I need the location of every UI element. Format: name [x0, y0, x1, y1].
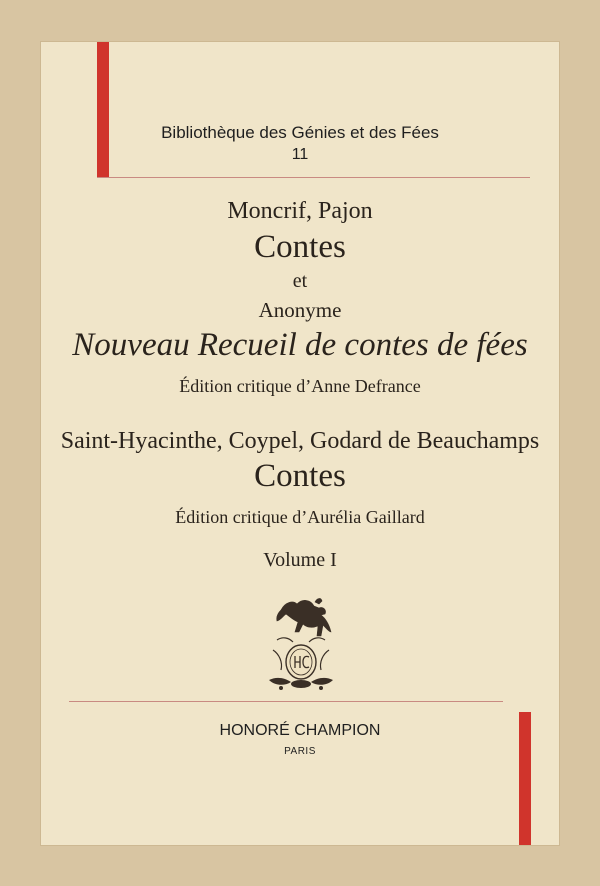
title-first-work: Contes [254, 229, 346, 265]
connector-text: et [292, 270, 308, 292]
horse-emblem-hc-icon [259, 592, 343, 692]
authors-third-work: Saint-Hyacinthe, Coypel, Godard de Beauchamps [60, 428, 540, 454]
title-third-work: Contes [254, 458, 346, 494]
edition-credit-third-work: Édition critique d’Aurélia Gaillard [175, 507, 425, 527]
series-number: 11 [291, 146, 309, 163]
edition-credit-second-work: Édition critique d’Anne Defrance [179, 376, 421, 396]
author-second-work: Anonyme [258, 298, 342, 322]
authors-first-work: Moncrif, Pajon [227, 198, 373, 224]
divider-top [97, 177, 530, 178]
book-cover [41, 42, 559, 845]
publisher-place: PARIS [284, 746, 316, 757]
volume-label: Volume I [263, 549, 337, 571]
series-title: Bibliothèque des Génies et des Fées [161, 123, 439, 142]
divider-bottom [69, 701, 503, 702]
title-second-work: Nouveau Recueil de contes de fées [72, 327, 528, 363]
publisher-name: HONORÉ CHAMPION [219, 722, 381, 739]
